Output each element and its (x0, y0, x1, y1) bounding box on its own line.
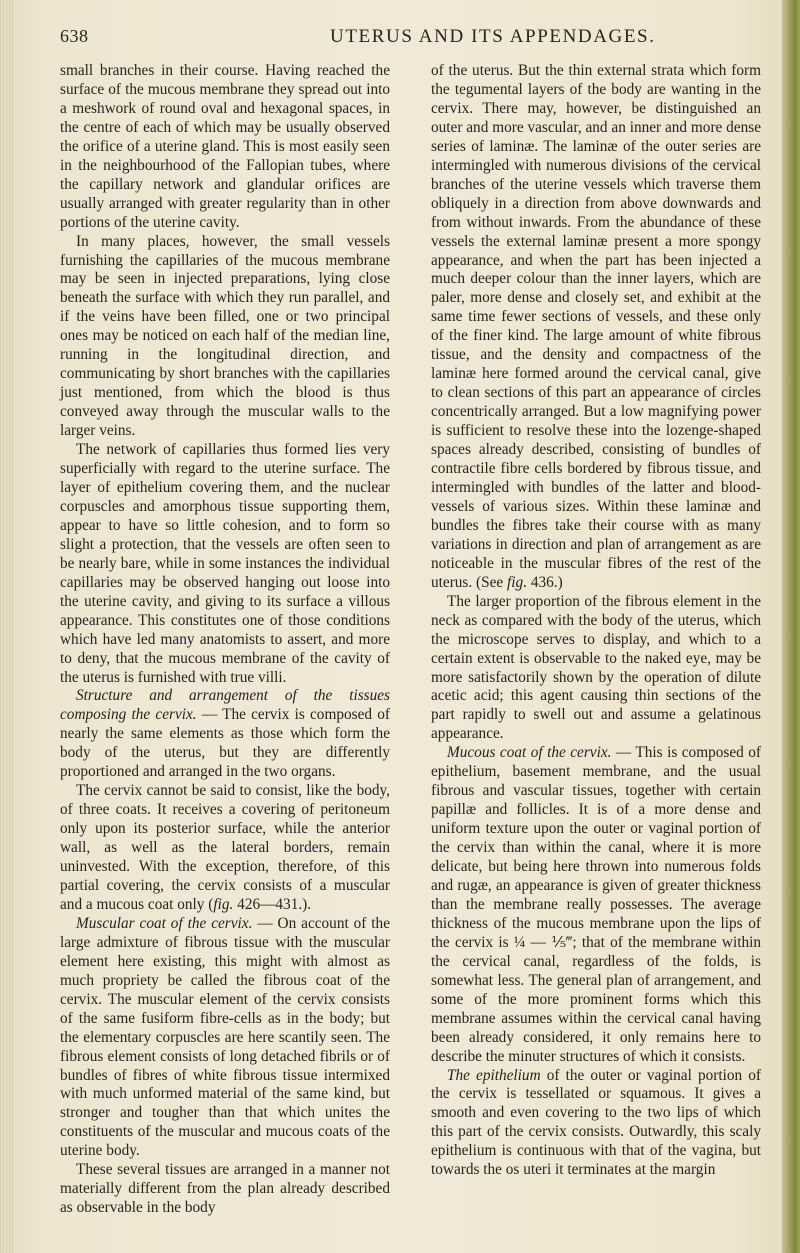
body-text: These several tissues are arranged in a manner not materially different from the plan already described as observable in the body (60, 1161, 390, 1217)
left-column-paragraph (60, 782, 390, 915)
left-column-paragraph (60, 687, 390, 782)
running-head: UTERUS AND ITS APPENDAGES. (330, 26, 656, 47)
body-text: The cervix cannot be said to consist, like the body, of three coats. It receives a covering of peritoneum only upon its posterior surface, while the anterior wall, as well as the lateral borders, remain uninvested. With the exception, therefore, of this partial covering, the cervix consists of a muscular and a mucous coat only ( (60, 782, 390, 913)
italic-text: fig. (213, 895, 234, 913)
italic-text: The epithelium (447, 1066, 541, 1084)
body-text: small branches in their course. Having reached the surface of the mucous membrane they spread out into a meshwork of round oval and hexagonal spaces, in the centre of each of which may be usually observed the orifice of a uterine gland. This is most easily seen in the neighbourhood of the Fallopian tubes, where the capillary network and glandular orifices are usually arranged with greater regularity than in other portions of the uterine cavity. (60, 62, 390, 231)
body-text: — This is composed of epithelium, basement membrane, and the usual fibrous and vascular tissues, together with certain papillæ and follicles. It is of a more dense and uniform texture upon the outer or vaginal portion of the cervix than within the canal, where it is more delicate, but being here thrown into numerous folds and rugæ, an appearance is given of greater thickness than the membrane really possesses. The average thickness of the mucous membrane upon the lips of the cervix is ¼ — ⅕‴; that of the membrane within the cervical canal, regardless of the folds, is somewhat less. The general plan of arrangement, and some of the more prominent forms which this membrane assumes within the cervical canal having been already considered, it only remains here to describe the minuter structures of which it consists. (431, 744, 761, 1065)
body-text: The larger proportion of the fibrous element in the neck as compared with the body of the uterus, which the microscope serves to display, and which to a certain extent is observable to the naked eye, may be more satisfactorily shown by the operation of dilute acetic acid; this agent causing thin sections of the part rapidly to swell out and assume a gelatinous appearance. (431, 592, 761, 743)
body-text: — The cervix is composed of nearly the same elements as those which form the body of the uterus, but they are differently proportioned and arranged in the two organs. (60, 706, 390, 781)
left-column-paragraph (60, 441, 390, 687)
body-text: — On account of the large admixture of fibrous tissue with the muscular element here existing, this might with almost as much propriety be called the fibrous coat of the cervix. The muscular element of the cervix consists of the same fusiform fibre-cells as in the body; but the elementary corpuscles are here scantily seen. The fibrous element consists of long detached fibrils or of bundles of fibres of white fibrous tissue intermixed with much unformed material of the same kind, but stronger and tougher than that which unites the constituents of the muscular and mucous coats of the uterine body. (60, 914, 390, 1160)
italic-text: Muscular coat of the cervix. (76, 914, 253, 932)
right-column-paragraph (431, 744, 761, 1066)
left-text-column (60, 62, 390, 1218)
left-column-paragraph (60, 62, 390, 233)
right-column-paragraph (431, 62, 761, 593)
body-text: 426—431.). (233, 895, 312, 913)
left-column-paragraph (60, 915, 390, 1161)
italic-text: fig. (507, 573, 528, 591)
body-text: of the outer or vaginal portion of the cervix is tessellated or squamous. It gives a smooth and even covering to the two lips of which this part of the cervix consists. Outwardly, this scaly epithelium is continuous with that of the vagina, but towards the os uteri it terminates at the margin (431, 1066, 762, 1179)
page-header (60, 26, 780, 52)
body-text: 436.) (527, 573, 563, 591)
body-text: The network of capillaries thus formed lies very superficially with regard to the uterine surface. The layer of epithelium covering them, and the nuclear corpuscles and amorphous tissue supporting them, appear to have so little cohesion, and to form so slight a protection, that the vessels are often seen to be nearly bare, while in some instances the individual capillaries may be observed hanging out loose into the uterine cavity, and giving to its surface a villous appearance. This constitutes one of those conditions which have led many anatomists to assert, and more to deny, that the mucous membrane of the cavity of the uterus is furnished with true villi. (60, 441, 390, 686)
right-column-paragraph (431, 593, 761, 745)
page-edge-strip (782, 0, 800, 1253)
italic-text: Mucous coat of the cervix. (447, 744, 612, 762)
left-column-paragraph (60, 1161, 390, 1218)
binding-gutter (0, 0, 14, 1253)
right-column-paragraph (431, 1067, 761, 1181)
page-number: 638 (60, 26, 89, 46)
left-column-paragraph (60, 233, 390, 441)
body-text: of the uterus. But the thin external strata which form the tegumental layers of the body are wanting in the cervix. There may, however, be distinguished an outer and more vascular, and an inner and more dense series of laminæ. The laminæ of the outer series are intermingled with numerous divisions of the cervical branches of the uterine vessels which traverse them obliquely in a direction from above downwards and from without inwards. From the abundance of these vessels the external laminæ present a more spongy appearance, and when the part has been injected a much deeper colour than the inner layers, which are paler, more dense and closely set, and exhibit at the same time fewer sections of vessels, and these only of the finer kind. The large amount of white fibrous tissue, and the density and compactness of the laminæ here formed around the cervical canal, give to clean sections of this part an appearance of circles concentrically arranged. But a low magnifying power is sufficient to resolve these into the lozenge-shaped spaces already described, consisting of bundles of contractile fibre cells bordered by fibrous tissue, and intermingled with bundles of the latter and blood-vessels of various sizes. Within these laminæ and bundles the fibres take their course with as many variations in direction and plan of arrangement as are noticeable in the muscular fibres of the rest of the uterus. (See (431, 62, 761, 591)
right-text-column (431, 62, 761, 1180)
body-text: In many places, however, the small vessels furnishing the capillaries of the mucous membrane may be seen in injected preparations, lying close beneath the surface with which they run parallel, and if the veins have been filled, one or two principal ones may be noticed on each half of the median line, running in the longitudinal direction, and communicating by short branches with the capillaries just mentioned, from which the blood is thus conveyed away through the muscular walls to the larger veins. (60, 232, 390, 440)
italic-text: Structure and arrangement of the tissues composing the cervix. (60, 687, 390, 724)
